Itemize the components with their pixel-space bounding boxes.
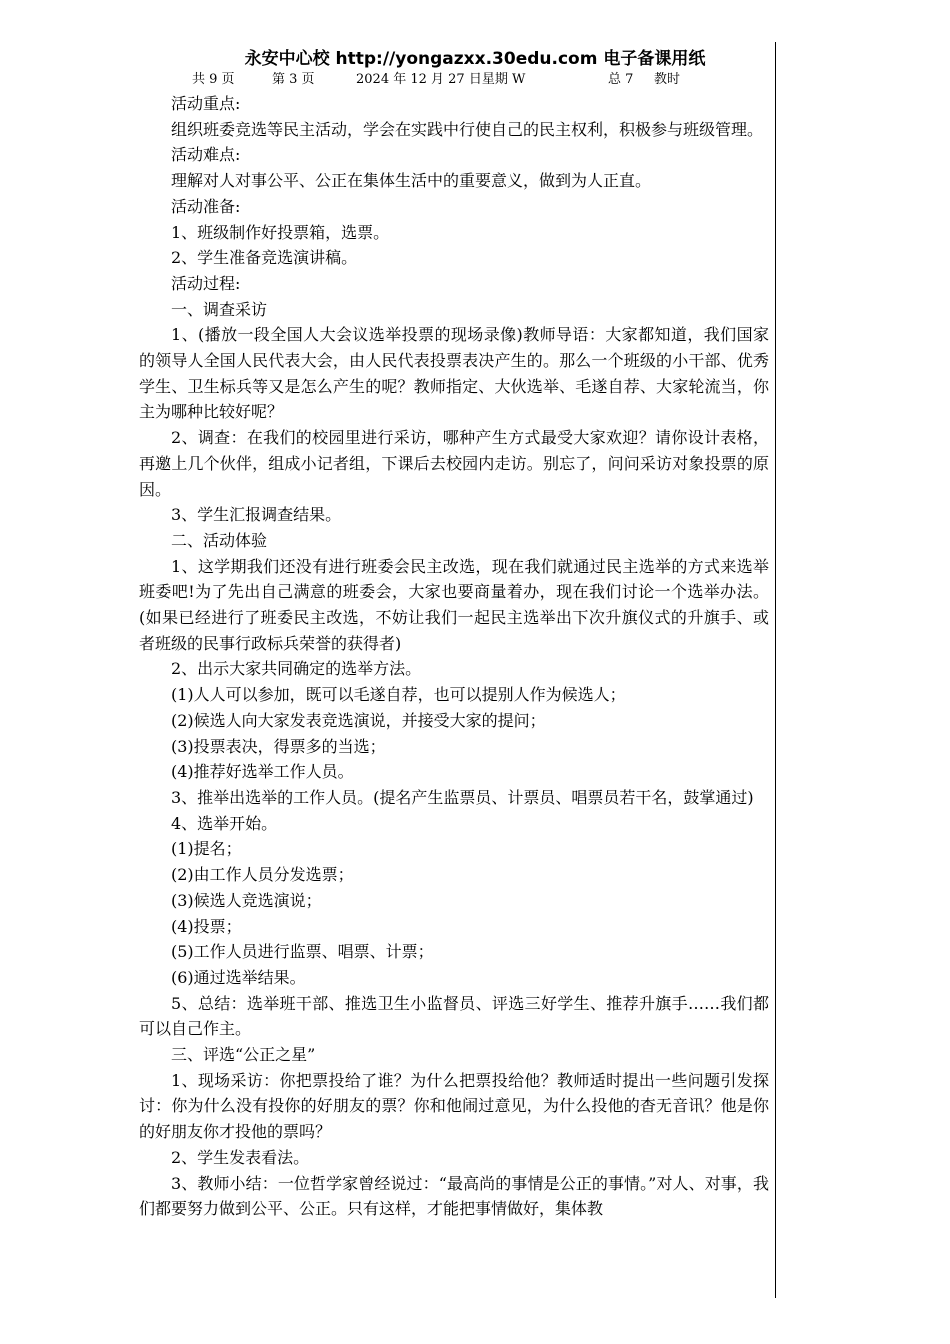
body-paragraph: 3、学生汇报调查结果。	[171, 505, 342, 525]
body-paragraph: (5)工作人员进行监票、唱票、计票；	[171, 942, 434, 962]
body-paragraph: (1)提名；	[171, 839, 242, 859]
body-paragraph: (1)人人可以参加，既可以毛遂自荐，也可以提别人作为候选人；	[171, 685, 626, 705]
right-margin-rule	[775, 42, 776, 1298]
body-paragraph: 2、出示大家共同确定的选举方法。	[171, 659, 422, 679]
body-paragraph: 3、教师小结：一位哲学家曾经说过：“最高尚的事情是公正的事情。”对人、对事，我们都要努力做到公平、公正。只有这样，才能把事情做好，集体教	[139, 1173, 769, 1219]
total-periods: 总 7	[608, 72, 634, 87]
body-paragraph: 5、总结：选举班干部、推选卫生小监督员、评选三好学生、推荐升旗手……我们都可以自己作主。	[139, 993, 769, 1039]
body-paragraph: (2)候选人向大家发表竞选演说，并接受大家的提问；	[171, 710, 546, 730]
body-paragraph: 2、学生准备竞选演讲稿。	[171, 248, 358, 268]
body-paragraph: 1、这学期我们还没有进行班委会民主改选，现在我们就通过民主选举的方式来选举班委吧!为了先出自己满意的班委会，大家也要商量着办，现在我们讨论一个选举办法。(如果已经进行了班委民主改选，不妨让我们一起民主选举出下次升旗仪式的升旗手、或者班级的民事行政标兵荣誉的获得者)	[139, 556, 769, 653]
body-paragraph: (4)投票；	[171, 916, 242, 936]
body-paragraph: 三、评选“公正之星”	[171, 1045, 316, 1065]
body-paragraph: 1、现场采访：你把票投给了谁？为什么把票投给他？教师适时提出一些问题引发探讨：你为什么没有投你的好朋友的票？你和他闹过意见，为什么投他的杳无音讯？他是你的好朋友你才投他的票吗？	[139, 1070, 769, 1142]
body-paragraph: 活动难点:	[171, 145, 241, 165]
body-paragraph: (2)由工作人员分发选票；	[171, 865, 354, 885]
body-paragraph: 活动重点:	[171, 94, 241, 113]
body-paragraph: 3、推举出选举的工作人员。(提名产生监票员、计票员、唱票员若干名，鼓掌通过)	[171, 787, 754, 807]
body-paragraph: 组织班委竞选等民主活动，学会在实践中行使自己的民主权利，积极参与班级管理。	[171, 119, 764, 139]
body-paragraph: (3)候选人竞选演说；	[171, 890, 322, 910]
total-pages: 共 9 页	[192, 72, 235, 87]
body-paragraph: 活动过程:	[171, 273, 241, 293]
page-title: 永安中心校 http://yongazxx.30edu.com 电子备课用纸	[244, 49, 706, 69]
body-paragraph: 4、选举开始。	[171, 813, 278, 833]
page-number: 第 3 页	[272, 72, 315, 87]
body-paragraph: (4)推荐好选举工作人员。	[171, 762, 354, 782]
period-label: 教时	[654, 72, 681, 87]
body-paragraph: 理解对人对事公平、公正在集体生活中的重要意义，做到为人正直。	[171, 171, 652, 191]
body-paragraph: 1、(播放一段全国人大会议选举投票的现场录像)教师导语：大家都知道，我们国家的领导人全国人民代表大会，由人民代表投票表决产生的。那么一个班级的小干部、优秀学生、卫生标兵等又是怎么产生的呢？教师指定、大伙选举、毛遂自荐、大家轮流当，你主为哪种比较好呢？	[139, 325, 769, 422]
body-paragraph: 活动准备:	[171, 196, 241, 216]
body-paragraph: 2、学生发表看法。	[171, 1147, 310, 1167]
lesson-body	[139, 91, 769, 1222]
body-paragraph: (6)通过选举结果。	[171, 967, 306, 987]
body-paragraph: (3)投票表决，得票多的当选；	[171, 736, 386, 756]
lesson-date: 2024 年 12 月 27 日星期 W	[356, 72, 526, 87]
body-paragraph: 2、调查：在我们的校园里进行采访，哪种产生方式最受大家欢迎？请你设计表格，再邀上几个伙伴，组成小记者组，下课后去校园内走访。别忘了，问问采访对象投票的原因。	[139, 428, 769, 499]
body-paragraph: 1、班级制作好投票箱，选票。	[171, 222, 390, 242]
body-paragraph: 一、调查采访	[171, 299, 268, 319]
body-paragraph: 二、活动体验	[171, 530, 268, 550]
